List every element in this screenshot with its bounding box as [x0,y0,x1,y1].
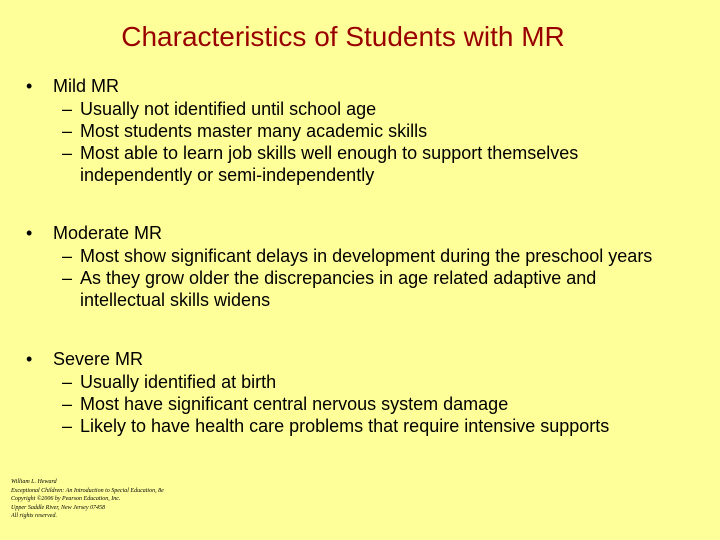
bullet-icon: • [26,76,33,96]
sub-bullet [26,267,706,311]
dash-icon: – [62,372,73,392]
slide-title: Characteristics of Students with MR [121,21,565,52]
bullet-mild-mr [26,75,706,186]
bullet-label: Moderate MR [53,223,163,243]
dash-icon: – [62,394,73,414]
footer-line: William L. Heward [11,479,57,485]
footer-line: All rights reserved. [11,513,57,519]
footer-line: Upper Saddle River, New Jersey 07458 [11,504,105,511]
bullet-label: Severe MR [53,349,144,369]
dash-icon: – [62,416,73,436]
sub-bullet-text: Likely to have health care problems that require intensive supports [80,416,610,436]
footer-line: Exceptional Children: An Introduction to Special Education, 8e [11,487,164,494]
sub-bullet-text: Usually identified at birth [80,372,277,392]
sub-bullet [26,98,706,120]
sub-bullet [26,120,706,142]
bullet-severe-mr [26,348,706,437]
dash-icon: – [62,121,73,141]
bullet-label: Mild MR [53,76,119,96]
sub-bullet-text: Most students master many academic skills [80,121,428,141]
sub-bullet [26,245,706,267]
dash-icon: – [62,246,73,266]
dash-icon: – [62,143,73,163]
sub-bullet [26,142,706,186]
sub-bullet [26,393,706,415]
dash-icon: – [62,268,73,288]
bullet-icon: • [26,223,33,243]
sub-bullet [26,415,706,437]
bullet-moderate-mr [26,222,706,311]
sub-bullet-text: Most have significant central nervous system damage [80,394,509,414]
sub-bullet-text: Usually not identified until school age [80,99,377,119]
footer-line: Copyright ©2006 by Pearson Education, Inc. [11,496,121,502]
sub-bullet [26,371,706,393]
sub-bullet-text: Most able to learn job skills well enough to support themselves independently or semi-independently [80,143,579,185]
copyright-footer [11,478,164,521]
sub-bullet-text: As they grow older the discrepancies in age related adaptive and intellectual skills widens [80,268,597,310]
sub-bullet-text: Most show significant delays in development during the preschool years [80,246,653,266]
bullet-icon: • [26,349,33,369]
dash-icon: – [62,99,73,119]
